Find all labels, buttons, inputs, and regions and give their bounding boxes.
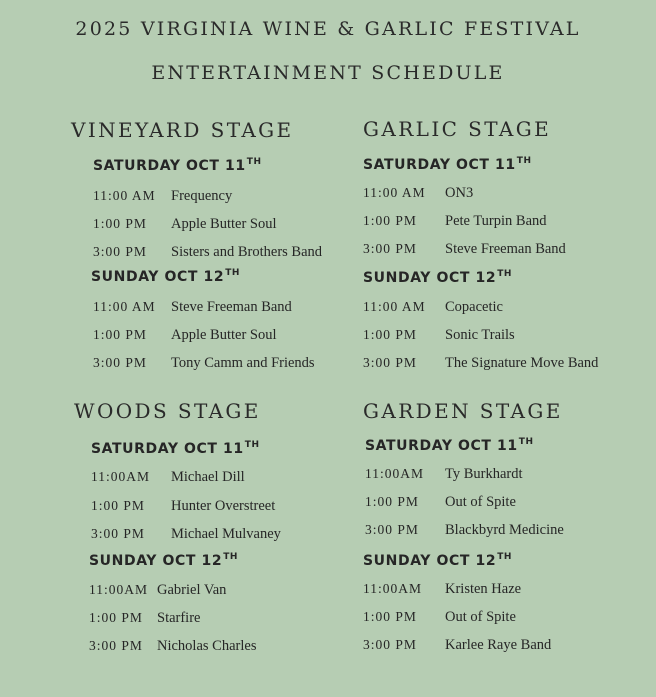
festival-title: 2025 VIRGINIA WINE & GARLIC FESTIVAL (75, 18, 581, 40)
slot-act: Frequency (171, 188, 233, 204)
slot-act: Out of Spite (445, 494, 516, 510)
slot-act: Pete Turpin Band (445, 213, 547, 229)
slot-time: 3:00 PM (363, 355, 417, 370)
slot-act: Michael Dill (171, 469, 245, 485)
slot-act: Hunter Overstreet (171, 498, 276, 514)
day-ordinal-suffix: TH (497, 552, 513, 562)
slot-time: 11:00 AM (363, 299, 426, 314)
day-label: SUNDAY OCT 12 (363, 553, 497, 569)
slot-time: 11:00AM (363, 581, 423, 596)
day-label: SATURDAY OCT 11 (93, 158, 246, 174)
day-label: SATURDAY OCT 11 (91, 441, 244, 457)
slot-time: 11:00AM (365, 466, 425, 481)
slot-act: Apple Butter Soul (171, 216, 277, 232)
slot-act: Karlee Raye Band (445, 637, 552, 653)
day-heading (363, 156, 532, 173)
slot-act: Ty Burkhardt (445, 466, 523, 482)
slot-act: ON3 (445, 185, 474, 201)
stage-garden-stage (363, 399, 564, 653)
slot-act: Blackbyrd Medicine (445, 522, 564, 538)
stage-woods-stage (74, 399, 281, 654)
slot-time: 11:00 AM (363, 185, 426, 200)
stage-name: VINEYARD STAGE (71, 118, 294, 142)
day-ordinal-suffix: TH (497, 269, 513, 279)
slot-time: 1:00 PM (363, 609, 417, 624)
schedule-subtitle: ENTERTAINMENT SCHEDULE (151, 62, 505, 84)
slot-act: Tony Camm and Friends (171, 355, 315, 371)
slot-time: 11:00 AM (93, 299, 156, 314)
day-heading (363, 552, 512, 569)
day-heading (91, 440, 260, 457)
slot-time: 1:00 PM (365, 494, 419, 509)
day-ordinal-suffix: TH (244, 440, 260, 450)
slot-time: 3:00 PM (365, 522, 419, 537)
stage-vineyard-stage (71, 118, 323, 371)
slot-act: Kristen Haze (445, 581, 522, 597)
slot-act: Michael Mulvaney (171, 526, 281, 542)
day-ordinal-suffix: TH (516, 156, 532, 166)
stage-name: WOODS STAGE (74, 399, 261, 423)
slot-act: Apple Butter Soul (171, 327, 277, 343)
slot-act: The Signature Move Band (445, 355, 599, 371)
slot-act: Steve Freeman Band (445, 241, 566, 257)
day-label: SUNDAY OCT 12 (91, 269, 225, 285)
stage-name: GARLIC STAGE (363, 117, 552, 141)
slot-time: 3:00 PM (91, 526, 145, 541)
slot-time: 3:00 PM (93, 244, 147, 259)
slot-time: 3:00 PM (363, 637, 417, 652)
day-label: SATURDAY OCT 11 (363, 157, 516, 173)
slot-time: 11:00 AM (93, 188, 156, 203)
day-heading (89, 552, 238, 569)
day-label: SUNDAY OCT 12 (363, 270, 497, 286)
day-ordinal-suffix: TH (225, 268, 241, 278)
slot-time: 1:00 PM (93, 216, 147, 231)
slot-time: 11:00AM (91, 469, 151, 484)
day-heading (93, 157, 262, 174)
slot-act: Nicholas Charles (157, 638, 257, 654)
day-ordinal-suffix: TH (246, 157, 262, 167)
day-label: SUNDAY OCT 12 (89, 553, 223, 569)
slot-act: Out of Spite (445, 609, 516, 625)
slot-act: Gabriel Van (157, 582, 227, 598)
slot-act: Starfire (157, 610, 201, 626)
slot-act: Sisters and Brothers Band (171, 244, 323, 260)
day-ordinal-suffix: TH (223, 552, 239, 562)
day-ordinal-suffix: TH (518, 437, 534, 447)
slot-time: 3:00 PM (93, 355, 147, 370)
slot-time: 1:00 PM (363, 327, 417, 342)
slot-time: 3:00 PM (89, 638, 143, 653)
slot-act: Copacetic (445, 299, 503, 315)
slot-time: 1:00 PM (93, 327, 147, 342)
slot-time: 1:00 PM (89, 610, 143, 625)
slot-time: 11:00AM (89, 582, 149, 597)
day-label: SATURDAY OCT 11 (365, 438, 518, 454)
slot-act: Steve Freeman Band (171, 299, 292, 315)
slot-act: Sonic Trails (445, 327, 515, 343)
slot-time: 3:00 PM (363, 241, 417, 256)
day-heading (365, 437, 534, 454)
day-heading (91, 268, 240, 285)
slot-time: 1:00 PM (91, 498, 145, 513)
stage-garlic-stage (363, 117, 599, 371)
day-heading (363, 269, 512, 286)
stage-name: GARDEN STAGE (363, 399, 563, 423)
slot-time: 1:00 PM (363, 213, 417, 228)
